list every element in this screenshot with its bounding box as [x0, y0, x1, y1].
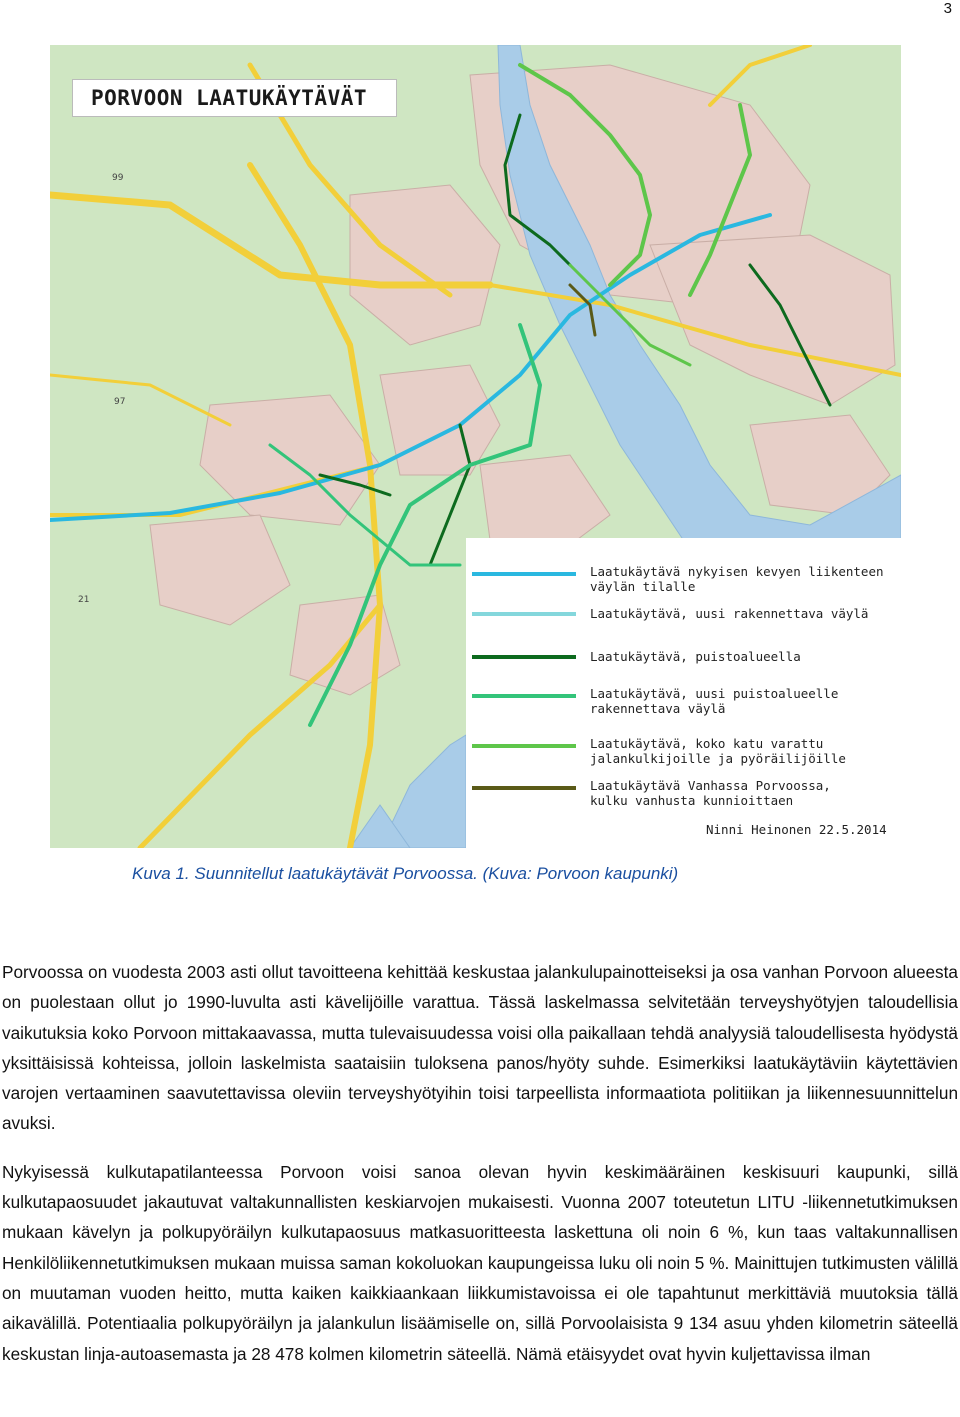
map-author: Ninni Heinonen 22.5.2014: [706, 822, 887, 837]
paragraph: Porvoossa on vuodesta 2003 asti ollut tavoitteena kehittää keskustaa jalankulupainotteiseksi ja osa vanhan Porvoon alueesta on puolestaan ollut jo 1990-luvulta asti kävelijöille varattua. Tässä laskelmassa selvitetään terveyshyötyjen taloudellisia vaikutuksia koko Porvoon mittakaavassa, mutta tulevaisuudessa voisi olla paikallaan tehdä analyysiä taloudellisesta hyödystä yksittäisissä kohteissa, jolloin laskelmista saataisiin tuloksena panos/hyöty suhde. Esimerkiksi laatukäytäviin käytettävien varojen vertaaminen saavutettavissa oleviin terveyshyötyihin toisi tarpeellista informaatiota politiikan ja liikennesuunnittelun avuksi.: [2, 962, 958, 1134]
map-label-99: 99: [112, 173, 124, 183]
map-title: PORVOON LAATUKÄYTÄVÄT: [72, 79, 397, 117]
legend-label: Laatukäytävä nykyisen kevyen liikenteen väylän tilalle: [590, 564, 884, 594]
legend-label: Laatukäytävä Vanhassa Porvoossa, kulku vanhusta kunnioittaen: [590, 778, 831, 808]
figure-caption: Kuva 1. Suunnitellut laatukäytävät Porvoossa. (Kuva: Porvoon kaupunki): [132, 864, 679, 883]
legend-label: Laatukäytävä, puistoalueella: [590, 649, 801, 664]
map-legend: [466, 538, 901, 848]
map-figure: [50, 45, 901, 848]
legend-label: Laatukäytävä, uusi puistoalueelle rakennettava väylä: [590, 686, 839, 716]
legend-swatch: [472, 655, 576, 659]
legend-label: Laatukäytävä, uusi rakennettava väylä: [590, 606, 869, 621]
page-number: 3: [943, 0, 952, 17]
legend-swatch: [472, 572, 576, 576]
legend-label: Laatukäytävä, koko katu varattu jalankulkijoille ja pyöräilijöille: [590, 736, 846, 766]
paragraph: Nykyisessä kulkutapatilanteessa Porvoon voisi sanoa olevan hyvin keskimääräinen keskisuuri kaupunki, sillä kulkutapaosuudet jakautuvat valtakunnallisten keskiarvojen mukaisesti. Vuonna 2007 toteutetun LITU -liikennetutkimuksen mukaan kävelyn ja polkupyöräilyn kulkutapaosuus matkasuoritteesta laskettuna oli noin 6 %, kun taas valtakunnallisen Henkilöliikennetutkimuksen mukaan muissa saman kokoluokan kaupungeissa luku oli noin 5 %. Mainittujen tutkimusten välillä on muutaman vuoden heitto, mutta kaiken kaikkiaankaan liikkumistavoissa ei ole tapahtunut merkittäviä muutoksia tällä aikavälillä. Potentiaalia polkupyöräilyn ja jalankulun lisäämiselle on, sillä Porvoolaisista 9 134 asuu yhden kilometrin säteellä keskustan linja-autoasemasta ja 28 478 kolmen kilometrin säteellä. Nämä etäisyydet ovat hyvin kuljettavissa ilman: [2, 1161, 958, 1364]
body-text: [2, 957, 958, 1387]
legend-swatch: [472, 694, 576, 698]
map-label-97: 97: [114, 397, 126, 407]
legend-swatch: [472, 786, 576, 790]
legend-swatch: [472, 612, 576, 616]
map-label-21: 21: [78, 595, 90, 605]
legend-swatch: [472, 744, 576, 748]
